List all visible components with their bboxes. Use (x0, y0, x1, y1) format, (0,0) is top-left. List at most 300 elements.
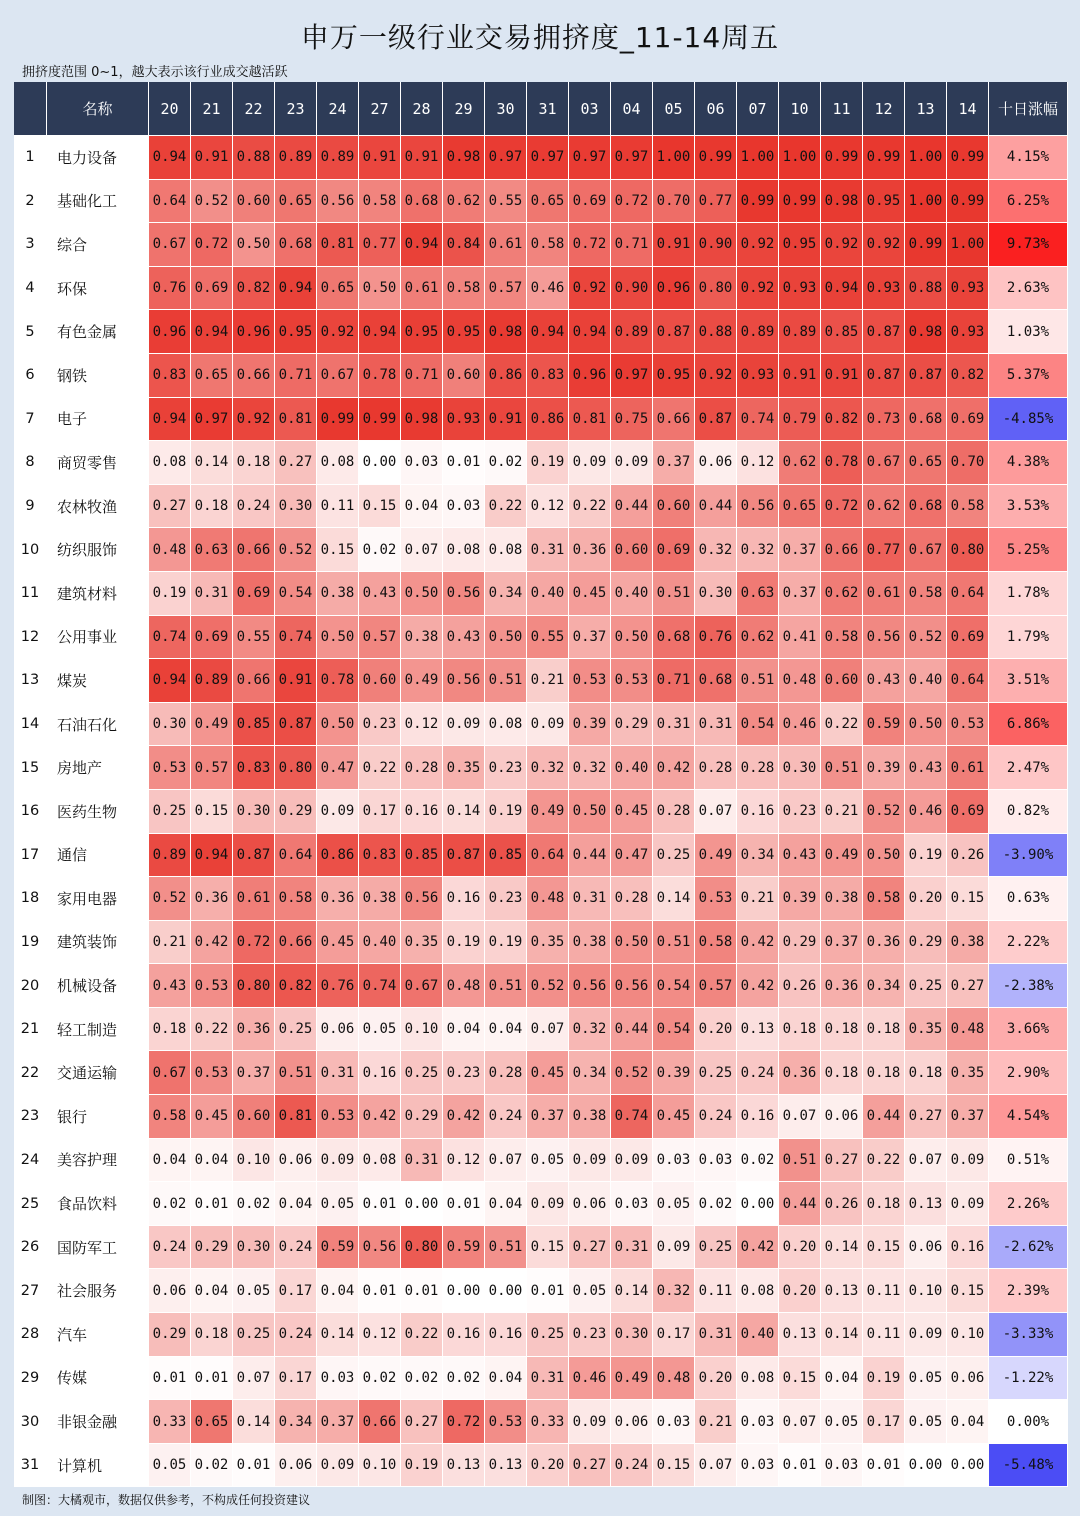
row-rank: 15 (14, 746, 47, 790)
heat-cell: 0.98 (401, 398, 443, 442)
heat-cell: 0.02 (443, 1357, 485, 1401)
heat-cell: 0.24 (149, 1226, 191, 1270)
heat-cell: 0.90 (695, 223, 737, 267)
heat-cell: 0.07 (779, 1400, 821, 1444)
heat-cell: 0.84 (443, 223, 485, 267)
heat-cell: 0.51 (485, 1226, 527, 1270)
row-rank: 27 (14, 1269, 47, 1313)
heat-cell: 0.27 (275, 441, 317, 485)
heat-cell: 0.56 (443, 572, 485, 616)
heat-cell: 0.30 (611, 1313, 653, 1357)
heat-cell: 0.31 (653, 703, 695, 747)
heat-cell: 0.92 (863, 223, 905, 267)
heat-cell: 0.22 (359, 746, 401, 790)
heat-cell: 0.58 (275, 877, 317, 921)
heat-cell: 0.36 (569, 528, 611, 572)
heat-cell: 0.16 (737, 790, 779, 834)
heat-cell: 0.68 (401, 180, 443, 224)
table-row (14, 1182, 1068, 1226)
heat-cell: 0.40 (359, 921, 401, 965)
heat-cell: 0.55 (485, 180, 527, 224)
heat-cell: 0.08 (359, 1139, 401, 1183)
heat-cell: 0.57 (695, 964, 737, 1008)
heat-cell: 0.70 (947, 441, 989, 485)
heat-cell: 0.32 (569, 1008, 611, 1052)
change-cell: 2.47% (989, 746, 1068, 790)
heat-cell: 0.22 (863, 1139, 905, 1183)
heat-cell: 0.27 (947, 964, 989, 1008)
heat-cell: 0.42 (359, 1095, 401, 1139)
heat-cell: 0.40 (611, 746, 653, 790)
heat-cell: 0.44 (695, 485, 737, 529)
table-row (14, 136, 1068, 180)
heat-cell: 0.22 (191, 1008, 233, 1052)
heat-cell: 0.27 (569, 1444, 611, 1488)
heat-cell: 0.78 (359, 354, 401, 398)
column-header-30: 30 (485, 82, 527, 136)
heat-cell: 0.29 (191, 1226, 233, 1270)
heat-cell: 0.36 (233, 1008, 275, 1052)
heat-cell: 0.24 (737, 1051, 779, 1095)
column-header-13: 13 (905, 82, 947, 136)
change-cell: 3.66% (989, 1008, 1068, 1052)
heat-cell: 0.01 (359, 1269, 401, 1313)
heat-cell: 0.69 (947, 616, 989, 660)
row-industry-name: 纺织服饰 (47, 528, 149, 572)
table-row (14, 354, 1068, 398)
heat-cell: 0.07 (401, 528, 443, 572)
row-industry-name: 食品饮料 (47, 1182, 149, 1226)
heat-cell: 0.65 (191, 354, 233, 398)
heat-cell: 0.60 (653, 485, 695, 529)
heat-cell: 0.48 (779, 659, 821, 703)
heat-cell: 0.25 (401, 1051, 443, 1095)
row-industry-name: 银行 (47, 1095, 149, 1139)
row-industry-name: 石油石化 (47, 703, 149, 747)
row-industry-name: 机械设备 (47, 964, 149, 1008)
row-rank: 10 (14, 528, 47, 572)
heat-cell: 0.18 (905, 1051, 947, 1095)
heat-cell: 0.94 (149, 136, 191, 180)
heat-cell: 0.13 (905, 1182, 947, 1226)
heat-cell: 0.89 (275, 136, 317, 180)
table-row (14, 703, 1068, 747)
heat-cell: 0.32 (527, 746, 569, 790)
heat-cell: 0.56 (317, 180, 359, 224)
heat-cell: 0.58 (947, 485, 989, 529)
table-row (14, 572, 1068, 616)
heat-cell: 0.11 (695, 1269, 737, 1313)
heat-cell: 0.38 (947, 921, 989, 965)
change-cell: -4.85% (989, 398, 1068, 442)
heat-cell: 0.30 (695, 572, 737, 616)
heat-cell: 1.00 (737, 136, 779, 180)
heat-cell: 0.85 (233, 703, 275, 747)
heat-cell: 0.92 (695, 354, 737, 398)
heat-cell: 0.19 (485, 921, 527, 965)
change-cell: 6.25% (989, 180, 1068, 224)
heat-cell: 0.37 (779, 572, 821, 616)
heat-cell: 0.06 (275, 1444, 317, 1488)
row-rank: 20 (14, 964, 47, 1008)
heat-cell: 0.97 (611, 354, 653, 398)
heat-cell: 0.10 (359, 1444, 401, 1488)
heat-cell: 0.07 (527, 1008, 569, 1052)
column-header-20: 20 (149, 82, 191, 136)
heat-cell: 0.22 (485, 485, 527, 529)
heat-cell: 0.92 (569, 267, 611, 311)
heat-cell: 0.95 (653, 354, 695, 398)
row-rank: 3 (14, 223, 47, 267)
heat-cell: 0.65 (191, 1400, 233, 1444)
heat-cell: 0.64 (947, 572, 989, 616)
heat-cell: 0.53 (947, 703, 989, 747)
heat-cell: 0.14 (821, 1313, 863, 1357)
heat-cell: 0.91 (191, 136, 233, 180)
table-row (14, 616, 1068, 660)
heatmap-body (14, 136, 1068, 1487)
heat-cell: 0.71 (653, 659, 695, 703)
heat-cell: 0.66 (275, 921, 317, 965)
row-industry-name: 商贸零售 (47, 441, 149, 485)
change-cell: 0.00% (989, 1400, 1068, 1444)
heat-cell: 0.05 (653, 1182, 695, 1226)
column-header-24: 24 (317, 82, 359, 136)
heat-cell: 0.05 (317, 1182, 359, 1226)
heat-cell: 0.24 (695, 1095, 737, 1139)
heat-cell: 0.18 (821, 1051, 863, 1095)
heat-cell: 0.66 (821, 528, 863, 572)
row-industry-name: 医药生物 (47, 790, 149, 834)
heat-cell: 0.23 (485, 746, 527, 790)
heat-cell: 0.25 (653, 834, 695, 878)
heat-cell: 0.58 (443, 267, 485, 311)
heat-cell: 0.66 (653, 398, 695, 442)
heat-cell: 0.21 (737, 877, 779, 921)
row-industry-name: 轻工制造 (47, 1008, 149, 1052)
heat-cell: 0.05 (527, 1139, 569, 1183)
heat-cell: 0.65 (905, 441, 947, 485)
heat-cell: 0.51 (737, 659, 779, 703)
heat-cell: 0.61 (485, 223, 527, 267)
heat-cell: 0.10 (233, 1139, 275, 1183)
heat-cell: 0.62 (443, 180, 485, 224)
header-change: 十日涨幅 (989, 82, 1068, 136)
row-rank: 6 (14, 354, 47, 398)
heat-cell: 0.97 (485, 136, 527, 180)
heat-cell: 0.39 (863, 746, 905, 790)
heat-cell: 0.99 (905, 223, 947, 267)
heat-cell: 0.03 (653, 1400, 695, 1444)
heat-cell: 0.20 (779, 1226, 821, 1270)
heat-cell: 0.89 (149, 834, 191, 878)
heat-cell: 0.38 (359, 877, 401, 921)
heat-cell: 0.13 (443, 1444, 485, 1488)
heat-cell: 0.94 (569, 310, 611, 354)
heat-cell: 0.93 (737, 354, 779, 398)
change-cell: 3.53% (989, 485, 1068, 529)
heat-cell: 0.02 (191, 1444, 233, 1488)
heat-cell: 0.48 (527, 877, 569, 921)
heat-cell: 0.68 (695, 659, 737, 703)
row-industry-name: 汽车 (47, 1313, 149, 1357)
heat-cell: 0.50 (611, 921, 653, 965)
heat-cell: 0.34 (569, 1051, 611, 1095)
heat-cell: 1.00 (947, 223, 989, 267)
heat-cell: 0.25 (233, 1313, 275, 1357)
table-row (14, 1226, 1068, 1270)
heat-cell: 0.06 (611, 1400, 653, 1444)
heat-cell: 0.08 (737, 1357, 779, 1401)
heat-cell: 0.72 (569, 223, 611, 267)
heat-cell: 0.96 (149, 310, 191, 354)
heat-cell: 0.91 (275, 659, 317, 703)
heat-cell: 0.92 (737, 223, 779, 267)
change-cell: -3.90% (989, 834, 1068, 878)
heat-cell: 0.36 (779, 1051, 821, 1095)
table-row (14, 790, 1068, 834)
heat-cell: 0.50 (611, 616, 653, 660)
column-header-07: 07 (737, 82, 779, 136)
heat-cell: 0.01 (359, 1182, 401, 1226)
heat-cell: 0.07 (695, 1444, 737, 1488)
heat-cell: 0.32 (695, 528, 737, 572)
heat-cell: 0.49 (527, 790, 569, 834)
column-header-10: 10 (779, 82, 821, 136)
heat-cell: 0.96 (653, 267, 695, 311)
row-rank: 21 (14, 1008, 47, 1052)
row-rank: 1 (14, 136, 47, 180)
heat-cell: 0.30 (233, 790, 275, 834)
heat-cell: 0.69 (191, 267, 233, 311)
heat-cell: 0.28 (737, 746, 779, 790)
heat-cell: 0.37 (233, 1051, 275, 1095)
heat-cell: 0.66 (233, 528, 275, 572)
heat-cell: 0.03 (401, 441, 443, 485)
heat-cell: 0.37 (821, 921, 863, 965)
heat-cell: 0.28 (653, 790, 695, 834)
heat-cell: 0.02 (149, 1182, 191, 1226)
heat-cell: 0.36 (821, 964, 863, 1008)
heat-cell: 0.87 (905, 354, 947, 398)
heat-cell: 0.46 (527, 267, 569, 311)
column-header-23: 23 (275, 82, 317, 136)
heat-cell: 0.08 (737, 1269, 779, 1313)
heat-cell: 0.45 (317, 921, 359, 965)
heat-cell: 0.28 (611, 877, 653, 921)
heat-cell: 0.43 (905, 746, 947, 790)
heat-cell: 0.53 (569, 659, 611, 703)
heat-cell: 0.74 (149, 616, 191, 660)
heat-cell: 0.44 (611, 485, 653, 529)
heat-cell: 0.60 (443, 354, 485, 398)
heat-cell: 0.16 (443, 1313, 485, 1357)
heat-cell: 0.97 (611, 136, 653, 180)
heat-cell: 0.42 (653, 746, 695, 790)
heat-cell: 0.50 (317, 703, 359, 747)
heat-cell: 0.98 (905, 310, 947, 354)
heat-cell: 0.56 (569, 964, 611, 1008)
heat-cell: 0.79 (779, 398, 821, 442)
heat-cell: 0.53 (149, 746, 191, 790)
heat-cell: 0.00 (443, 1269, 485, 1313)
heat-cell: 0.05 (905, 1400, 947, 1444)
heat-cell: 0.09 (317, 1139, 359, 1183)
heat-cell: 0.85 (401, 834, 443, 878)
heat-cell: 0.08 (149, 441, 191, 485)
heat-cell: 0.64 (947, 659, 989, 703)
table-row (14, 1357, 1068, 1401)
heat-cell: 0.69 (569, 180, 611, 224)
heat-cell: 0.27 (569, 1226, 611, 1270)
heat-cell: 0.76 (695, 616, 737, 660)
heat-cell: 0.69 (653, 528, 695, 572)
heat-cell: 0.54 (653, 964, 695, 1008)
heat-cell: 0.67 (863, 441, 905, 485)
column-header-03: 03 (569, 82, 611, 136)
heat-cell: 0.04 (485, 1008, 527, 1052)
heat-cell: 0.40 (611, 572, 653, 616)
heat-cell: 0.99 (695, 136, 737, 180)
heat-cell: 0.63 (191, 528, 233, 572)
heat-cell: 0.11 (863, 1313, 905, 1357)
heat-cell: 0.29 (611, 703, 653, 747)
heat-cell: 0.94 (821, 267, 863, 311)
heat-cell: 0.50 (359, 267, 401, 311)
heat-cell: 0.97 (527, 136, 569, 180)
heat-cell: 0.91 (821, 354, 863, 398)
table-row (14, 1095, 1068, 1139)
heat-cell: 0.30 (233, 1226, 275, 1270)
table-row (14, 485, 1068, 529)
heat-cell: 0.14 (191, 441, 233, 485)
table-row (14, 180, 1068, 224)
row-rank: 13 (14, 659, 47, 703)
heat-cell: 0.62 (863, 485, 905, 529)
heat-cell: 0.20 (695, 1008, 737, 1052)
heat-cell: 0.34 (863, 964, 905, 1008)
heat-cell: 0.05 (149, 1444, 191, 1488)
heat-cell: 0.99 (947, 180, 989, 224)
heat-cell: 0.09 (527, 703, 569, 747)
heat-cell: 0.63 (737, 572, 779, 616)
heat-cell: 0.51 (653, 921, 695, 965)
heat-cell: 0.75 (611, 398, 653, 442)
heat-cell: 0.21 (821, 790, 863, 834)
heat-cell: 0.93 (947, 310, 989, 354)
heat-cell: 0.09 (317, 790, 359, 834)
header-name: 名称 (47, 82, 149, 136)
heat-cell: 0.94 (359, 310, 401, 354)
heat-cell: 0.34 (737, 834, 779, 878)
column-header-27: 27 (359, 82, 401, 136)
heat-cell: 0.82 (947, 354, 989, 398)
heat-cell: 0.38 (821, 877, 863, 921)
heat-cell: 0.50 (233, 223, 275, 267)
change-cell: 0.51% (989, 1139, 1068, 1183)
heat-cell: 0.45 (569, 572, 611, 616)
column-header-06: 06 (695, 82, 737, 136)
heat-cell: 0.95 (401, 310, 443, 354)
heat-cell: 0.56 (443, 659, 485, 703)
table-row (14, 964, 1068, 1008)
heat-cell: 0.06 (947, 1357, 989, 1401)
row-rank: 26 (14, 1226, 47, 1270)
heat-cell: 0.19 (863, 1357, 905, 1401)
heat-cell: 0.67 (149, 223, 191, 267)
change-cell: 2.22% (989, 921, 1068, 965)
heat-cell: 0.29 (401, 1095, 443, 1139)
heat-cell: 0.16 (947, 1226, 989, 1270)
table-row (14, 223, 1068, 267)
change-cell: 2.90% (989, 1051, 1068, 1095)
change-cell: 5.25% (989, 528, 1068, 572)
heat-cell: 0.65 (275, 180, 317, 224)
heat-cell: 0.24 (485, 1095, 527, 1139)
heat-cell: 0.42 (737, 964, 779, 1008)
heat-cell: 0.00 (485, 1269, 527, 1313)
heat-cell: 0.31 (401, 1139, 443, 1183)
heat-cell: 0.00 (947, 1444, 989, 1488)
heat-cell: 0.25 (275, 1008, 317, 1052)
row-rank: 29 (14, 1357, 47, 1401)
row-industry-name: 有色金属 (47, 310, 149, 354)
heat-cell: 0.49 (191, 703, 233, 747)
heat-cell: 0.36 (863, 921, 905, 965)
heat-cell: 0.03 (695, 1139, 737, 1183)
heat-cell: 0.10 (401, 1008, 443, 1052)
heat-cell: 0.15 (317, 528, 359, 572)
row-industry-name: 非银金融 (47, 1400, 149, 1444)
row-industry-name: 煤炭 (47, 659, 149, 703)
heat-cell: 0.01 (191, 1357, 233, 1401)
heat-cell: 0.23 (485, 877, 527, 921)
table-row (14, 921, 1068, 965)
heat-cell: 0.72 (191, 223, 233, 267)
heat-cell: 0.71 (401, 354, 443, 398)
heat-cell: 0.64 (149, 180, 191, 224)
heat-cell: 0.50 (569, 790, 611, 834)
heat-cell: 0.69 (947, 790, 989, 834)
heat-cell: 0.76 (149, 267, 191, 311)
heat-cell: 0.09 (443, 703, 485, 747)
heat-cell: 0.06 (569, 1182, 611, 1226)
heat-cell: 0.37 (317, 1400, 359, 1444)
heat-cell: 0.78 (317, 659, 359, 703)
heat-cell: 0.19 (527, 441, 569, 485)
heat-cell: 0.87 (863, 354, 905, 398)
table-row (14, 746, 1068, 790)
row-rank: 11 (14, 572, 47, 616)
heat-cell: 0.89 (779, 310, 821, 354)
heat-cell: 0.57 (359, 616, 401, 660)
heat-cell: 0.16 (737, 1095, 779, 1139)
heat-cell: 0.65 (317, 267, 359, 311)
heat-cell: 0.60 (359, 659, 401, 703)
heat-cell: 0.31 (695, 1313, 737, 1357)
heat-cell: 0.04 (947, 1400, 989, 1444)
heat-cell: 0.56 (737, 485, 779, 529)
heat-cell: 0.02 (695, 1182, 737, 1226)
heat-cell: 0.58 (149, 1095, 191, 1139)
heat-cell: 0.73 (863, 398, 905, 442)
heat-cell: 0.09 (569, 1400, 611, 1444)
heat-cell: 0.31 (695, 703, 737, 747)
heat-cell: 0.18 (233, 441, 275, 485)
heat-cell: 0.42 (737, 921, 779, 965)
heat-cell: 0.56 (611, 964, 653, 1008)
heat-cell: 0.09 (569, 1139, 611, 1183)
